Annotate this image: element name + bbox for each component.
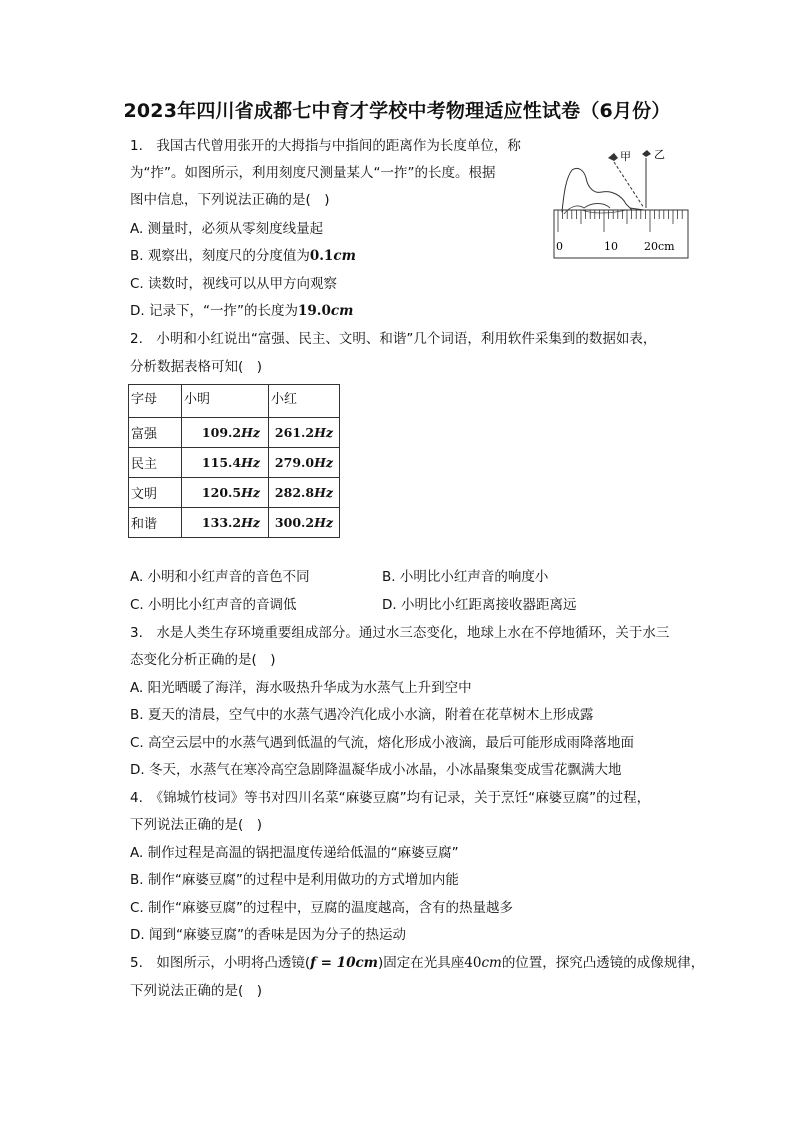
q1-option-d-value: 19.0: [297, 303, 331, 319]
unit: Hz: [241, 424, 260, 440]
table-cell-xiaohong: [269, 448, 340, 478]
q1-stem-line1: 1. 我国古代曾用张开的大拇指与中指间的距离作为长度单位，称: [130, 138, 521, 154]
table-cell-word: 文明: [129, 478, 182, 508]
q5-text-pre: 5. 如图所示，小明将凸透镜(: [130, 955, 311, 971]
table-header-word: 字母: [129, 385, 182, 418]
q1-stem-line2: 为“拃”。如图所示，利用刻度尺测量某人“一拃”的长度。根据: [130, 165, 496, 181]
eye-jia-icon: [608, 153, 618, 161]
q1-option-a: A. 测量时，必须从零刻度线量起: [130, 221, 324, 237]
unit: Hz: [314, 484, 333, 500]
unit: Hz: [241, 454, 260, 470]
unit: Hz: [314, 454, 333, 470]
table-cell-xiaoming: [182, 478, 269, 508]
q2-option-b: B. 小明比小红声音的响度小: [382, 569, 549, 585]
table-header-xiaohong: 小红: [269, 385, 340, 418]
q2-frequency-table: [128, 384, 340, 538]
q4-option-d: D. 闻到“麻婆豆腐”的香味是因为分子的热运动: [130, 927, 406, 943]
q1-option-d-unit: cm: [330, 303, 354, 319]
q1-option-c: C. 读数时，视线可以从甲方向观察: [130, 276, 338, 292]
value: 282.8: [274, 484, 315, 500]
q5-stem-line1: [130, 954, 704, 972]
q1-option-b-value: 0.1: [309, 248, 334, 264]
q3-stem-line2: 态变化分析正确的是( ): [130, 652, 276, 668]
q2-option-d: D. 小明比小红距离接收器距离远: [382, 597, 577, 613]
table-cell-word: 富强: [129, 418, 182, 448]
ruler-label-20cm: 20cm: [644, 240, 675, 253]
q3-option-d: D. 冬天，水蒸气在寒冷高空急剧降温凝华成小冰晶，小冰晶聚集变成雪花飘满大地: [130, 762, 622, 778]
table-row: [129, 478, 340, 508]
unit: Hz: [314, 514, 333, 530]
q5-text-mid: )固定在光具座: [377, 955, 465, 971]
q1-stem-line3: 图中信息，下列说法正确的是( ): [130, 192, 330, 208]
q1-option-b: [130, 247, 356, 265]
q5-stem-line2: 下列说法正确的是( ): [130, 983, 263, 999]
q2-option-a: A. 小明和小红声音的音色不同: [130, 569, 310, 585]
q3-option-c: C. 高空云层中的水蒸气遇到低温的气流，熔化形成小液滴，最后可能形成雨降落地面: [130, 735, 635, 751]
q2-option-c: C. 小明比小红声音的音调低: [130, 597, 297, 613]
q1-option-d-text: D. 记录下，“一拃”的长度为: [130, 303, 298, 319]
value: 279.0: [274, 454, 315, 470]
q1-ruler-figure: [552, 144, 692, 262]
value: 133.2: [201, 514, 242, 530]
hand-fingers: [564, 204, 610, 215]
table-row: [129, 418, 340, 448]
q4-option-c: C. 制作“麻婆豆腐”的过程中，豆腐的温度越高，含有的热量越多: [130, 900, 513, 916]
ruler-label-10: 10: [604, 240, 618, 253]
table-cell-xiaoming: [182, 508, 269, 538]
value: 261.2: [274, 424, 315, 440]
q3-option-a: A. 阳光晒暖了海洋，海水吸热升华成为水蒸气上升到空中: [130, 680, 472, 696]
table-cell-word: 民主: [129, 448, 182, 478]
table-cell-xiaoming: [182, 448, 269, 478]
label-jia: 甲: [620, 150, 631, 163]
page-title: 2023年四川省成都七中育才学校中考物理适应性试卷（6月份）: [123, 100, 671, 122]
unit: Hz: [314, 424, 333, 440]
table-header-row: [129, 385, 340, 418]
label-yi: 乙: [654, 148, 665, 161]
q4-stem-line1: 4. 《锦城竹枝词》等书对四川名菜“麻婆豆腐”均有记录，关于烹饪“麻婆豆腐”的过程，: [130, 790, 651, 806]
unit: Hz: [241, 514, 260, 530]
table-cell-xiaohong: [269, 478, 340, 508]
q4-option-a: A. 制作过程是高温的锅把温度传递给低温的“麻婆豆腐”: [130, 845, 459, 861]
q2-stem-line2: 分析数据表格可知( ): [130, 359, 263, 375]
q5-position-value: 40: [464, 955, 482, 971]
table-cell-word: 和谐: [129, 508, 182, 538]
q1-option-b-unit: cm: [333, 248, 356, 264]
q5-position-unit: cm: [481, 955, 502, 971]
table-header-xiaoming: 小明: [182, 385, 269, 418]
table-row: [129, 508, 340, 538]
value: 115.4: [201, 454, 242, 470]
table-cell-xiaoming: [182, 418, 269, 448]
q4-stem-line2: 下列说法正确的是( ): [130, 817, 263, 833]
q2-stem-line1: 2. 小明和小红说出“富强、民主、文明、和谐”几个词语，利用软件采集到的数据如表，: [130, 331, 657, 347]
sightline-jia: [614, 162, 644, 208]
value: 109.2: [201, 424, 242, 440]
unit: Hz: [241, 484, 260, 500]
table-row: [129, 448, 340, 478]
q5-text-post: 的位置，探究凸透镜的成像规律，: [501, 955, 705, 971]
value: 120.5: [201, 484, 242, 500]
q4-option-b: B. 制作“麻婆豆腐”的过程中是利用做功的方式增加内能: [130, 872, 459, 888]
q1-option-d: [130, 302, 353, 320]
q1-option-b-text: B. 观察出，刻度尺的分度值为: [130, 248, 310, 264]
hand-outline: [562, 168, 632, 212]
q3-option-b: B. 夏天的清晨，空气中的水蒸气遇冷汽化成小水滴，附着在花草树木上形成露: [130, 707, 594, 723]
value: 300.2: [274, 514, 315, 530]
ruler-label-0: 0: [556, 240, 563, 253]
table-cell-xiaohong: [269, 508, 340, 538]
table-cell-xiaohong: [269, 418, 340, 448]
eye-yi-icon: [642, 150, 651, 157]
q5-focal-length: f = 10cm: [310, 955, 378, 971]
q3-stem-line1: 3. 水是人类生存环境重要组成部分。通过水三态变化，地球上水在不停地循环，关于水三: [130, 625, 670, 641]
ruler-ticks: [558, 210, 682, 232]
